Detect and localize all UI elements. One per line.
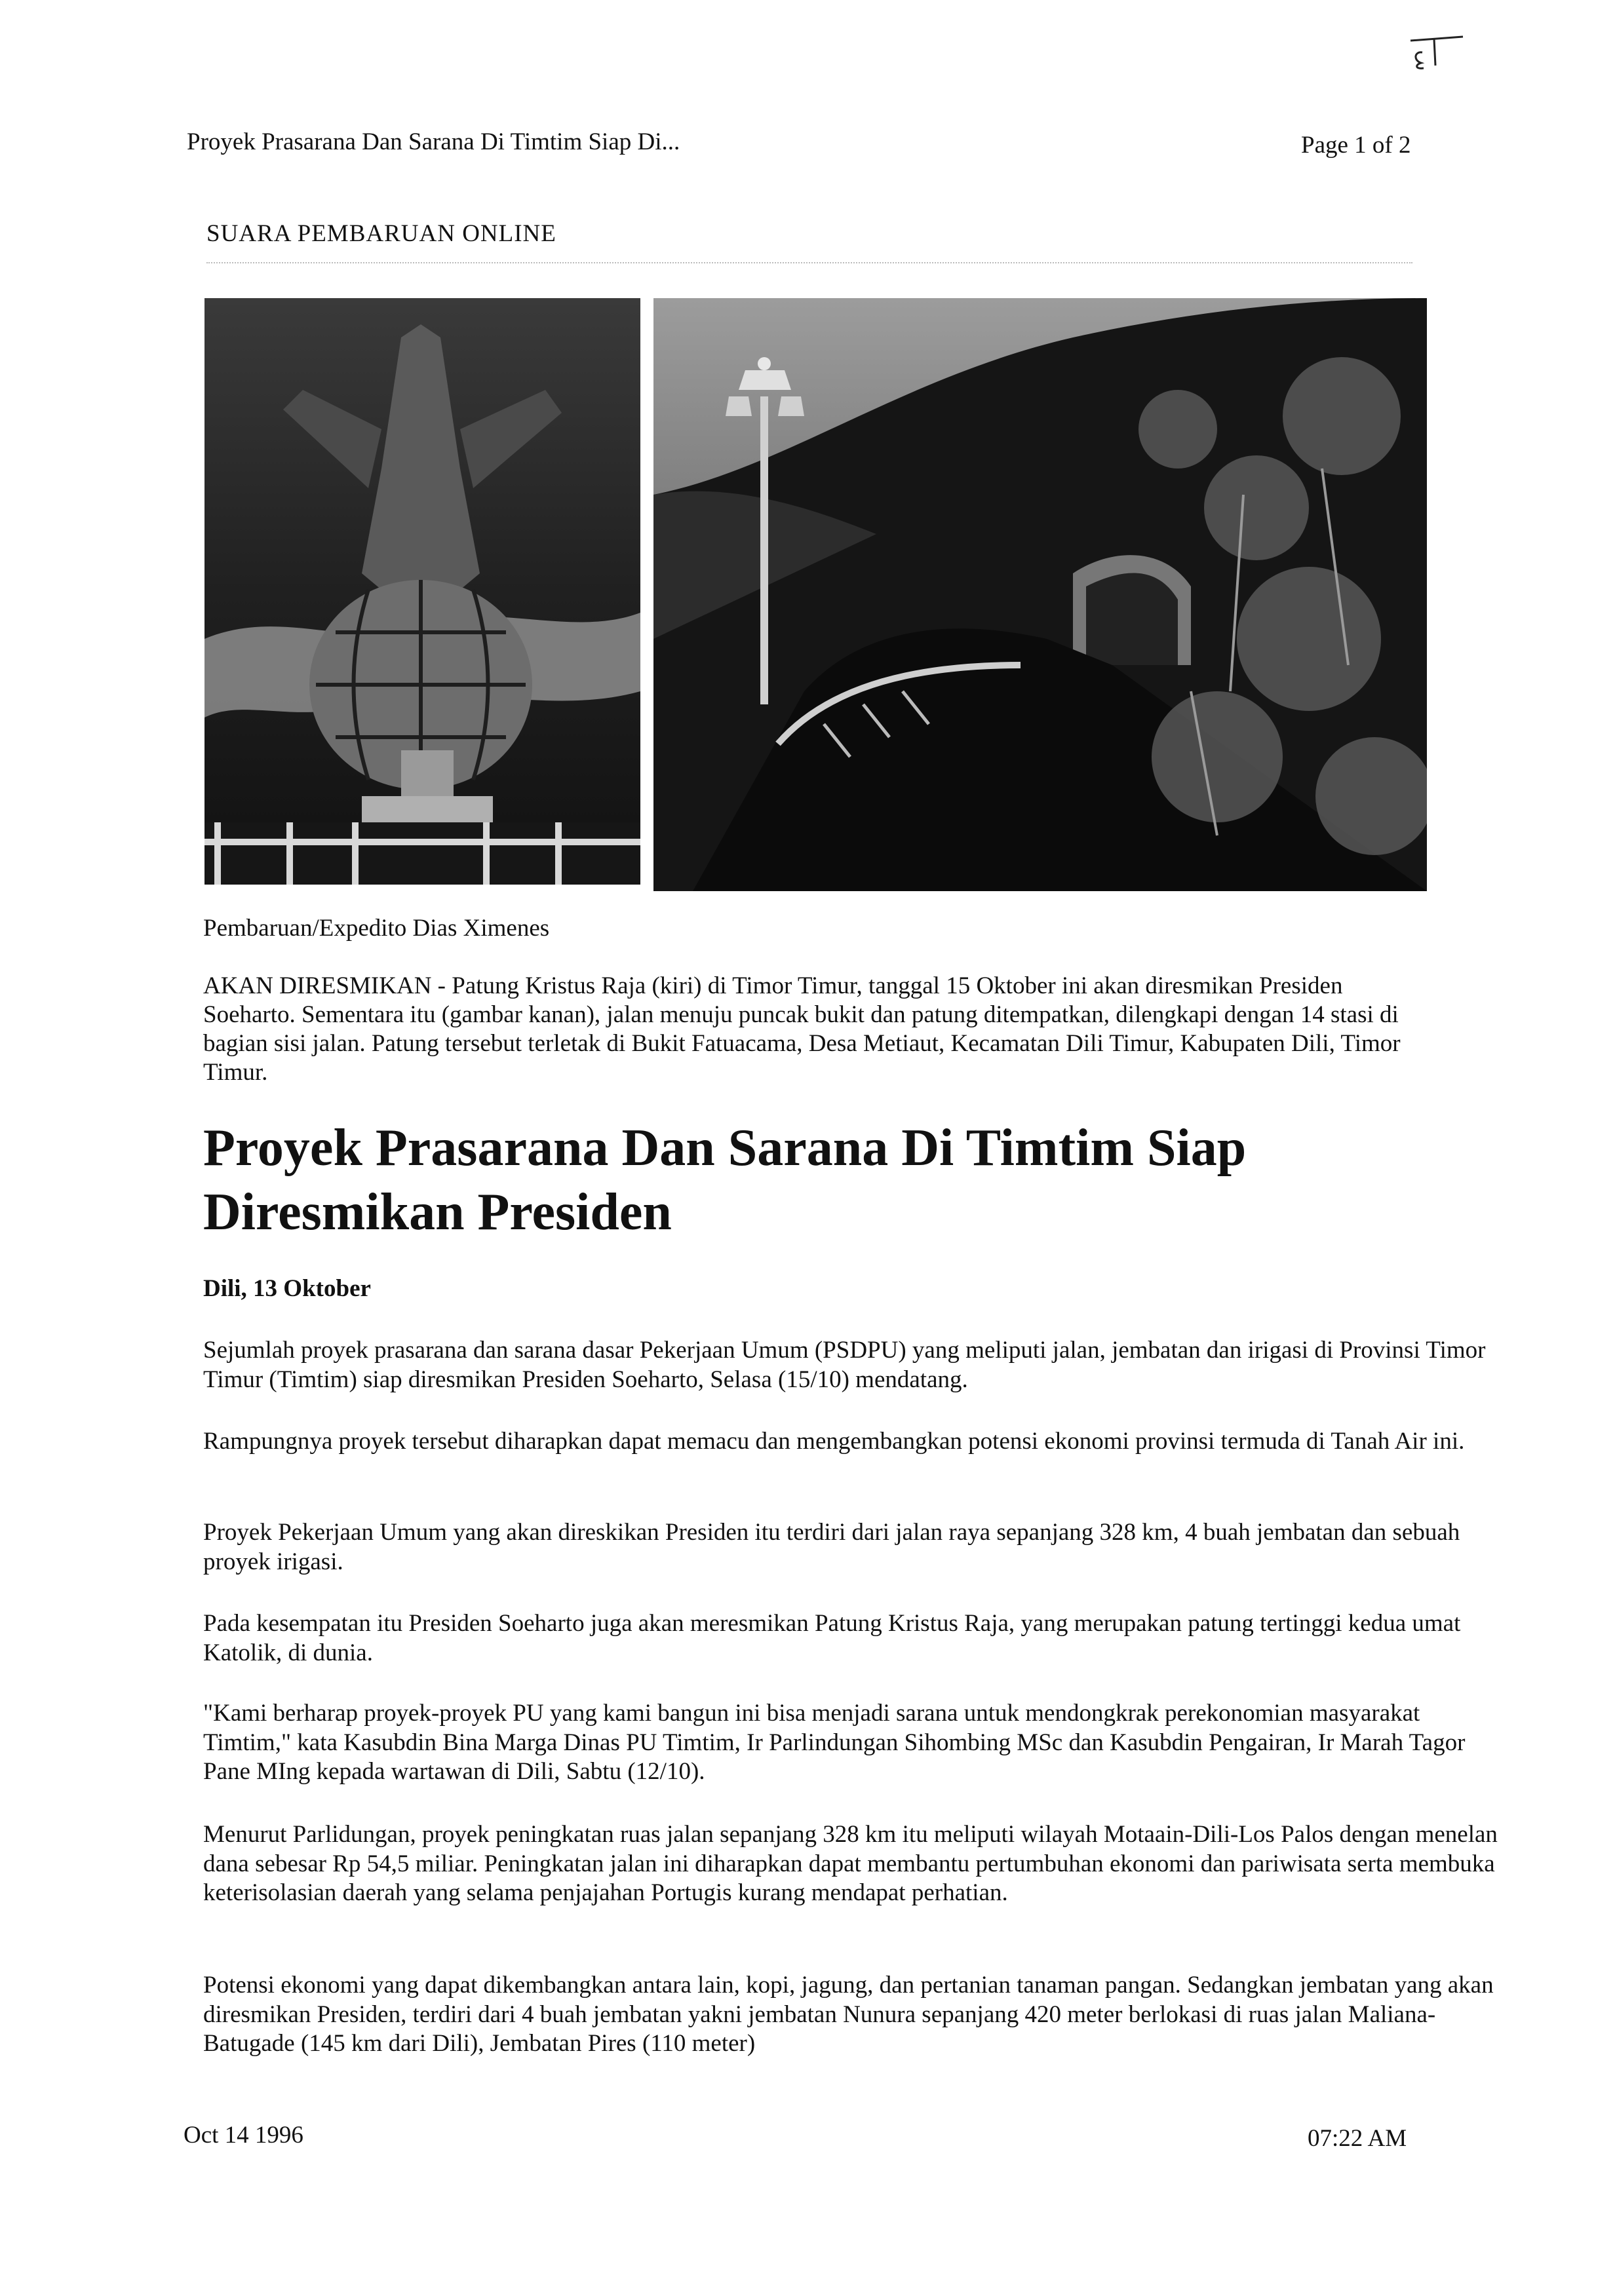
footer-date: Oct 14 1996	[184, 2122, 303, 2149]
page-indicator: Page 1 of 2	[1301, 132, 1411, 159]
footer-time: 07:22 AM	[1308, 2125, 1407, 2152]
handwritten-corner-mark	[1403, 26, 1468, 72]
article-paragraph: Sejumlah proyek prasarana dan sarana dasar Pekerjaan Umum (PSDPU) yang meliputi jalan, jembatan dan irigasi di Provinsi Timor Timur (Timtim) siap diresmikan Presiden Soeharto, Selasa (15/10) mendatang.	[203, 1337, 1486, 1393]
road-photo	[653, 298, 1427, 891]
article-dateline: Dili, 13 Oktober	[203, 1275, 371, 1302]
article-paragraph: Proyek Pekerjaan Umum yang akan direskikan Presiden itu terdiri dari jalan raya sepanjang 328 km, 4 buah jembatan dan sebuah proyek irigasi.	[203, 1519, 1460, 1575]
statue-photo	[204, 298, 640, 885]
photo-credit: Pembaruan/Expedito Dias Ximenes	[203, 915, 550, 942]
masthead: SUARA PEMBARUAN ONLINE	[206, 220, 556, 247]
photo-caption: AKAN DIRESMIKAN - Patung Kristus Raja (kiri) di Timor Timur, tanggal 15 Oktober ini akan diresmikan Presiden Soeharto. Sementara itu (gambar kanan), jalan menuju puncak bukit dan patung ditempatkan, dilengkapi dengan 14 stasi di bagian sisi jalan. Patung tersebut terletak di Bukit Fatuacama, Desa Metiaut, Kecamatan Dili Timur, Kabupaten Dili, Timor Timur.	[203, 972, 1401, 1086]
article-headline: Proyek Prasarana Dan Sarana Di Timtim Siap Diresmikan Presiden	[203, 1119, 1247, 1241]
article-paragraph: "Kami berharap proyek-proyek PU yang kami bangun ini bisa menjadi sarana untuk mendongkrak perekonomian masyarakat Timtim," kata Kasubdin Bina Marga Dinas PU Timtim, Ir Parlindungan Sihombing MSc dan Kasubdin Pengairan, Ir Marah Tagor Pane MIng kepada wartawan di Dili, Sabtu (12/10).	[203, 1700, 1466, 1785]
document-title-header: Proyek Prasarana Dan Sarana Di Timtim Siap Di...	[187, 128, 680, 155]
article-paragraph: Pada kesempatan itu Presiden Soeharto juga akan meresmikan Patung Kristus Raja, yang merupakan patung tertinggi kedua umat Katolik, di dunia.	[203, 1610, 1461, 1666]
masthead-divider	[206, 262, 1412, 263]
article-paragraph: Potensi ekonomi yang dapat dikembangkan antara lain, kopi, jagung, dan pertanian tanaman pangan. Sedangkan jembatan yang akan diresmikan Presiden, terdiri dari 4 buah jembatan yakni jembatan Nunura sepanjang 420 meter berlokasi di ruas jalan Maliana-Batugade (145 km dari Dili), Jembatan Pires (110 meter)	[203, 1972, 1494, 2057]
article-paragraph: Rampungnya proyek tersebut diharapkan dapat memacu dan mengembangkan potensi ekonomi provinsi termuda di Tanah Air ini.	[203, 1428, 1465, 1455]
article-paragraph: Menurut Parlidungan, proyek peningkatan ruas jalan sepanjang 328 km itu meliputi wilayah Motaain-Dili-Los Palos dengan menelan dana sebesar Rp 54,5 miliar. Peningkatan jalan ini diharapkan dapat membantu pertumbuhan ekonomi dan pariwisata serta membuka keterisolasian daerah yang selama penjajahan Portugis kurang mendapat perhatian.	[203, 1821, 1498, 1906]
